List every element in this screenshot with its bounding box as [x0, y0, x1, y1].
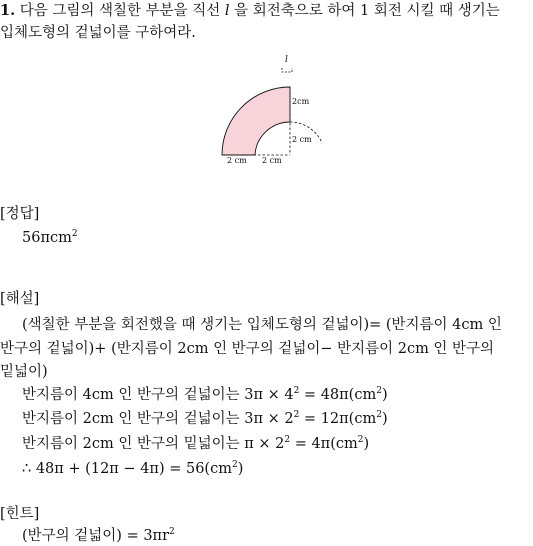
answer-value-main: 56πcm: [22, 230, 72, 246]
l4-math-3: ): [381, 387, 388, 403]
l5-text: 반지름이 2cm 인 반구의 겉넓이는: [22, 411, 245, 427]
l6-math-2: = 4π(cm: [290, 436, 358, 452]
l5-math-2: = 12π(cm: [299, 411, 377, 427]
explanation-line-6: [22, 435, 369, 453]
l6-text: 반지름이 2cm 인 반구의 밑넓이는: [22, 436, 245, 452]
l7-math-2: ): [237, 461, 244, 477]
explanation-p1-line3: 밑넓이): [0, 364, 48, 380]
label-mid-right: 2 cm: [292, 135, 312, 144]
l4-text: 반지름이 4cm 인 반구의 겉넓이는: [22, 387, 245, 403]
hint-header: [힌트]: [0, 506, 40, 522]
explanation-line-5: [22, 410, 388, 428]
explanation-line-7: [22, 460, 243, 478]
l4-math-2: = 48π(cm: [299, 387, 377, 403]
l4-exp-1: 2: [293, 386, 300, 397]
axis-label: l: [285, 55, 288, 65]
problem-axis-var: l: [224, 3, 230, 19]
label-bottom-left: 2 cm: [227, 156, 247, 165]
l6-math-3: ): [363, 436, 370, 452]
problem-line-2: 입체도형의 겉넓이를 구하여라.: [0, 25, 196, 41]
problem-number: 1.: [0, 2, 16, 19]
hint-text: [22, 527, 175, 545]
l5-exp-2: 2: [376, 410, 382, 421]
l6-exp-2: 2: [357, 435, 364, 446]
label-top-right: 2cm: [292, 97, 310, 106]
problem-text-a: 다음 그림의 색칠한 부분을 직선: [19, 3, 225, 19]
l5-math-1: 3π × 2: [244, 411, 294, 427]
problem-line-1: [0, 2, 500, 20]
answer-header: [정답]: [0, 206, 40, 222]
l6-math-1: π × 2: [244, 436, 285, 452]
explanation-p1-line2: 반구의 겉넓이)+ (반지름이 2cm 인 반구의 겉넓이− 반지름이 2cm 인 반구의: [0, 341, 495, 357]
answer-value-exp: 2: [71, 229, 78, 240]
l4-math-1: 3π × 4: [244, 387, 294, 403]
l6-exp-1: 2: [284, 435, 291, 446]
rotation-figure: [212, 52, 322, 167]
hint-exp: 2: [169, 527, 175, 538]
l5-exp-1: 2: [293, 410, 300, 421]
l7-math-1: ∴ 48π + (12π − 4π) = 56(cm: [22, 461, 232, 477]
explanation-header: [해설]: [0, 291, 40, 307]
answer-value: [22, 229, 78, 247]
problem-text-b: 을 회전축으로 하여 1 회전 시킬 때 생기는: [229, 3, 500, 19]
shaded-ring-region: [222, 87, 290, 155]
explanation-line-4: [22, 386, 388, 404]
axis-marker: [282, 68, 292, 72]
l4-exp-2: 2: [376, 386, 382, 397]
l7-exp-1: 2: [231, 460, 238, 471]
explanation-p1-line1: (색칠한 부분을 회전했을 때 생기는 입체도형의 겉넓이)= (반지름이 4cm 인: [22, 317, 502, 333]
l5-math-3: ): [381, 411, 388, 427]
hint-formula: (반구의 겉넓이) = 3πr: [22, 528, 170, 544]
label-bottom-right: 2 cm: [262, 156, 282, 165]
